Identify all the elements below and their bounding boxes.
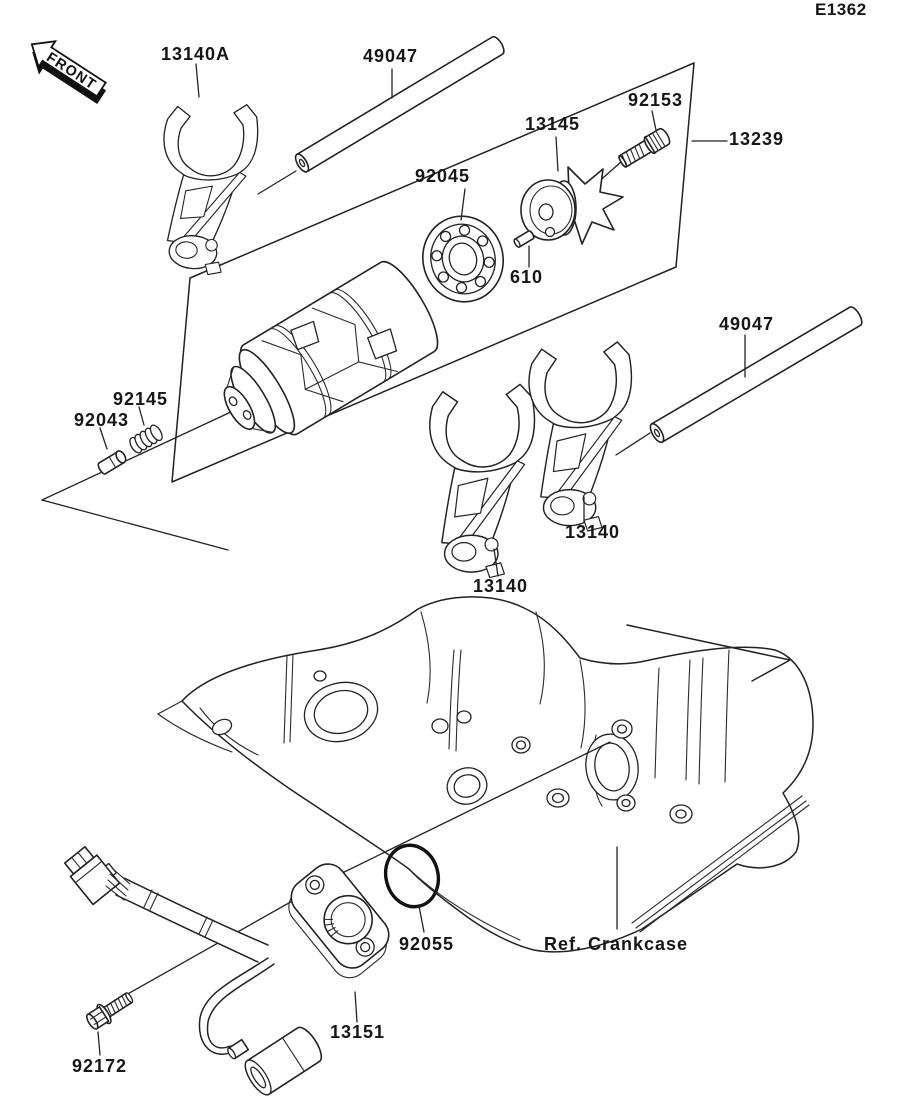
ref-crankcase-label: Ref. Crankcase xyxy=(544,934,689,954)
gear-change-drum xyxy=(204,254,448,457)
part-label-13140-right: 13140 xyxy=(565,522,621,542)
part-label-92045: 92045 xyxy=(415,166,471,186)
drawing-code: E1362 xyxy=(815,0,867,19)
ball-bearing xyxy=(413,207,513,311)
detent-spring xyxy=(127,423,164,455)
part-label-92043: 92043 xyxy=(74,410,130,430)
part-label-92055: 92055 xyxy=(399,934,455,954)
part-label-49047-top: 49047 xyxy=(363,46,419,66)
crankcase xyxy=(158,597,813,952)
switch-bolt xyxy=(83,987,136,1032)
wire-end-barrel xyxy=(241,1024,327,1099)
part-label-13140a: 13140A xyxy=(161,44,231,64)
part-label-13145: 13145 xyxy=(525,114,581,134)
part-label-92172: 92172 xyxy=(72,1056,128,1076)
part-label-610: 610 xyxy=(510,267,544,287)
dowel-pin xyxy=(513,230,535,248)
shift-fork-right xyxy=(529,342,631,531)
part-label-49047-right: 49047 xyxy=(719,314,775,334)
cam-bolt xyxy=(616,126,672,170)
shift-fork-left xyxy=(430,384,535,577)
part-label-13140-left: 13140 xyxy=(473,576,529,596)
front-arrow xyxy=(20,31,113,109)
part-label-92145: 92145 xyxy=(113,389,169,409)
front-arrow-label: FRONT xyxy=(43,49,100,94)
switch-connector xyxy=(62,842,123,905)
part-label-13151: 13151 xyxy=(330,1022,386,1042)
part-label-92153: 92153 xyxy=(628,90,684,110)
part-label-13239: 13239 xyxy=(729,129,785,149)
wire-end-connector xyxy=(226,1040,248,1060)
shift-fork-13140a xyxy=(155,99,260,277)
detent-pin xyxy=(96,449,127,475)
shift-cam xyxy=(521,167,623,244)
